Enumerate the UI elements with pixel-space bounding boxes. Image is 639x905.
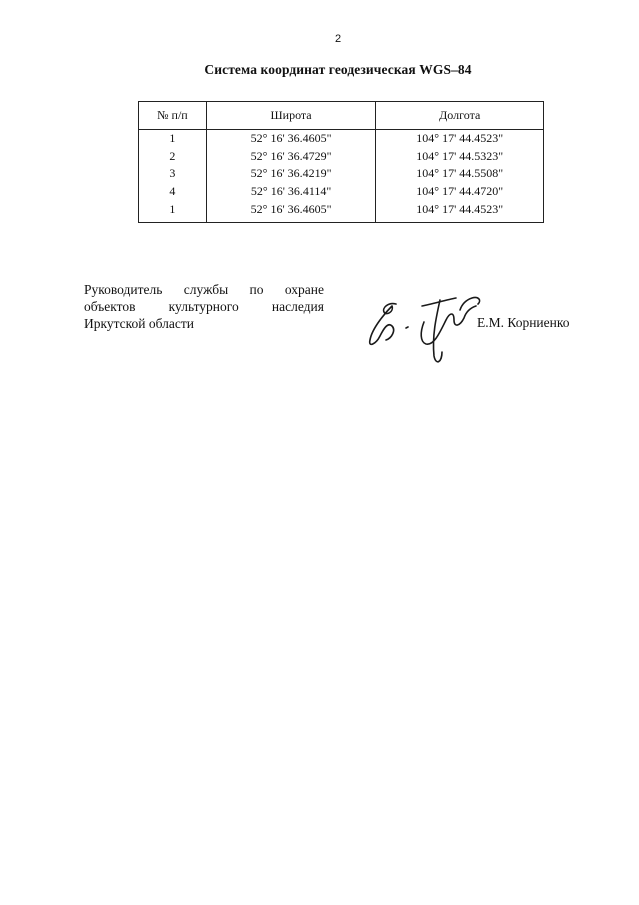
signatory-position-line: объектов культурного наследия: [84, 299, 324, 314]
table-row: [139, 200, 544, 223]
signatory-position-line: Иркутской области: [84, 316, 195, 331]
cell-number: 1: [139, 130, 207, 148]
column-header-number: № п/п: [139, 102, 207, 130]
table-row: [139, 183, 544, 201]
cell-longitude: 104° 17' 44.5323": [376, 148, 544, 166]
coordinates-table: [138, 101, 544, 223]
cell-number: 4: [139, 183, 207, 201]
signer-name: Е.М. Корниенко: [477, 315, 570, 330]
page-number: 2: [334, 33, 342, 45]
cell-longitude: 104° 17' 44.4523": [376, 200, 544, 223]
cell-longitude: 104° 17' 44.5508": [376, 165, 544, 183]
handwritten-signature: [362, 282, 492, 372]
cell-latitude: 52° 16' 36.4114": [206, 183, 376, 201]
cell-latitude: 52° 16' 36.4605": [206, 200, 376, 223]
signatory-position-line: Руководитель службы по охране: [84, 282, 324, 297]
column-header-longitude: Долгота: [376, 102, 544, 130]
column-header-latitude: Широта: [206, 102, 376, 130]
table-row: [139, 148, 544, 166]
table-row: [139, 130, 544, 148]
cell-number: 2: [139, 148, 207, 166]
cell-number: 3: [139, 165, 207, 183]
cell-number: 1: [139, 200, 207, 223]
cell-longitude: 104° 17' 44.4523": [376, 130, 544, 148]
cell-latitude: 52° 16' 36.4605": [206, 130, 376, 148]
cell-latitude: 52° 16' 36.4729": [206, 148, 376, 166]
document-title: Система координат геодезическая WGS–84: [204, 62, 472, 77]
signatory-position: [84, 281, 324, 332]
table-header-row: [139, 102, 544, 130]
cell-latitude: 52° 16' 36.4219": [206, 165, 376, 183]
table-row: [139, 165, 544, 183]
cell-longitude: 104° 17' 44.4720": [376, 183, 544, 201]
